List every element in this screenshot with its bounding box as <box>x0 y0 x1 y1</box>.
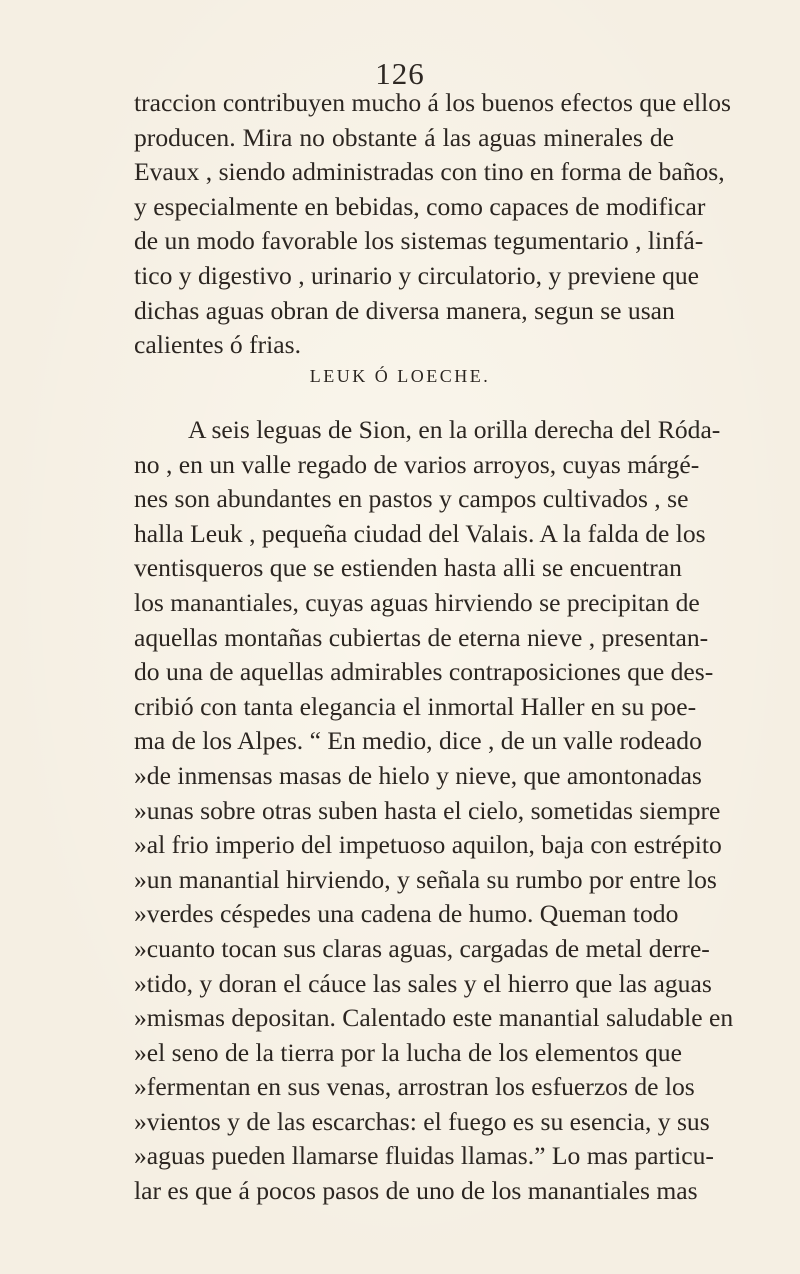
paragraph-leuk <box>134 413 734 1209</box>
text-line: do una de aquellas admirables contraposiciones que des- <box>134 657 714 687</box>
text-line: »un manantial hirviendo, y señala su rumbo por entre los <box>134 864 717 894</box>
text-line: de un modo favorable los sistemas tegumentario , linfá- <box>134 226 704 256</box>
text-line: ventisqueros que se estienden hasta alli se encuentran <box>134 553 682 583</box>
text-line: »al frio imperio del impetuoso aquilon, baja con estrépito <box>134 830 722 860</box>
page-number: 126 <box>375 56 425 91</box>
text-line: traccion contribuyen mucho á los buenos efectos que ellos <box>134 88 732 117</box>
text-line: halla Leuk , pequeña ciudad del Valais. A la falda de los <box>134 518 706 548</box>
text-line: »aguas pueden llamarse fluidas llamas.” Lo mas particu- <box>134 1141 714 1171</box>
text-line: Evaux , siendo administradas con tino en forma de baños, <box>134 157 725 187</box>
text-line: »cuanto tocan sus claras aguas, cargadas de metal derre- <box>134 933 710 963</box>
text-line: »mismas depositan. Calentado este manantial saludable en <box>134 1003 734 1033</box>
text-line: dichas aguas obran de diversa manera, segun se usan <box>134 295 675 325</box>
text-line: lar es que á pocos pasos de uno de los manantiales mas <box>134 1176 698 1206</box>
text-line: calientes ó frias. <box>134 330 301 360</box>
paragraph-evaux <box>134 86 732 363</box>
section-heading: LEUK Ó LOECHE. <box>309 366 491 386</box>
text-line: ma de los Alpes. “ En medio, dice , de un valle rodeado <box>134 726 702 756</box>
text-line: »vientos y de las escarchas: el fuego es su esencia, y sus <box>134 1106 710 1136</box>
text-line: cribió con tanta elegancia el inmortal Haller en su poe- <box>134 691 697 721</box>
text-line: nes son abundantes en pastos y campos cultivados , se <box>134 484 689 514</box>
text-line: los manantiales, cuyas aguas hirviendo se precipitan de <box>134 587 700 617</box>
text-line: y especialmente en bebidas, como capaces de modificar <box>134 191 706 221</box>
text-line: »el seno de la tierra por la lucha de los elementos que <box>134 1037 682 1067</box>
text-line: aquellas montañas cubiertas de eterna nieve , presentan- <box>134 622 709 652</box>
text-line: »tido, y doran el cáuce las sales y el hierro que las aguas <box>134 968 712 998</box>
text-line: tico y digestivo , urinario y circulatorio, y previene que <box>134 260 700 290</box>
text-line: »de inmensas masas de hielo y nieve, que amontonadas <box>134 760 702 790</box>
text-line: »unas sobre otras suben hasta el cielo, sometidas siempre <box>134 795 721 825</box>
text-line: no , en un valle regado de varios arroyos, cuyas márgé- <box>134 449 700 479</box>
text-line: »verdes céspedes una cadena de humo. Queman todo <box>134 899 679 929</box>
text-line: »fermentan en sus venas, arrostran los esfuerzos de los <box>134 1072 695 1102</box>
text-line: A seis leguas de Sion, en la orilla derecha del Róda- <box>188 415 721 444</box>
text-line: producen. Mira no obstante á las aguas minerales de <box>134 122 674 152</box>
